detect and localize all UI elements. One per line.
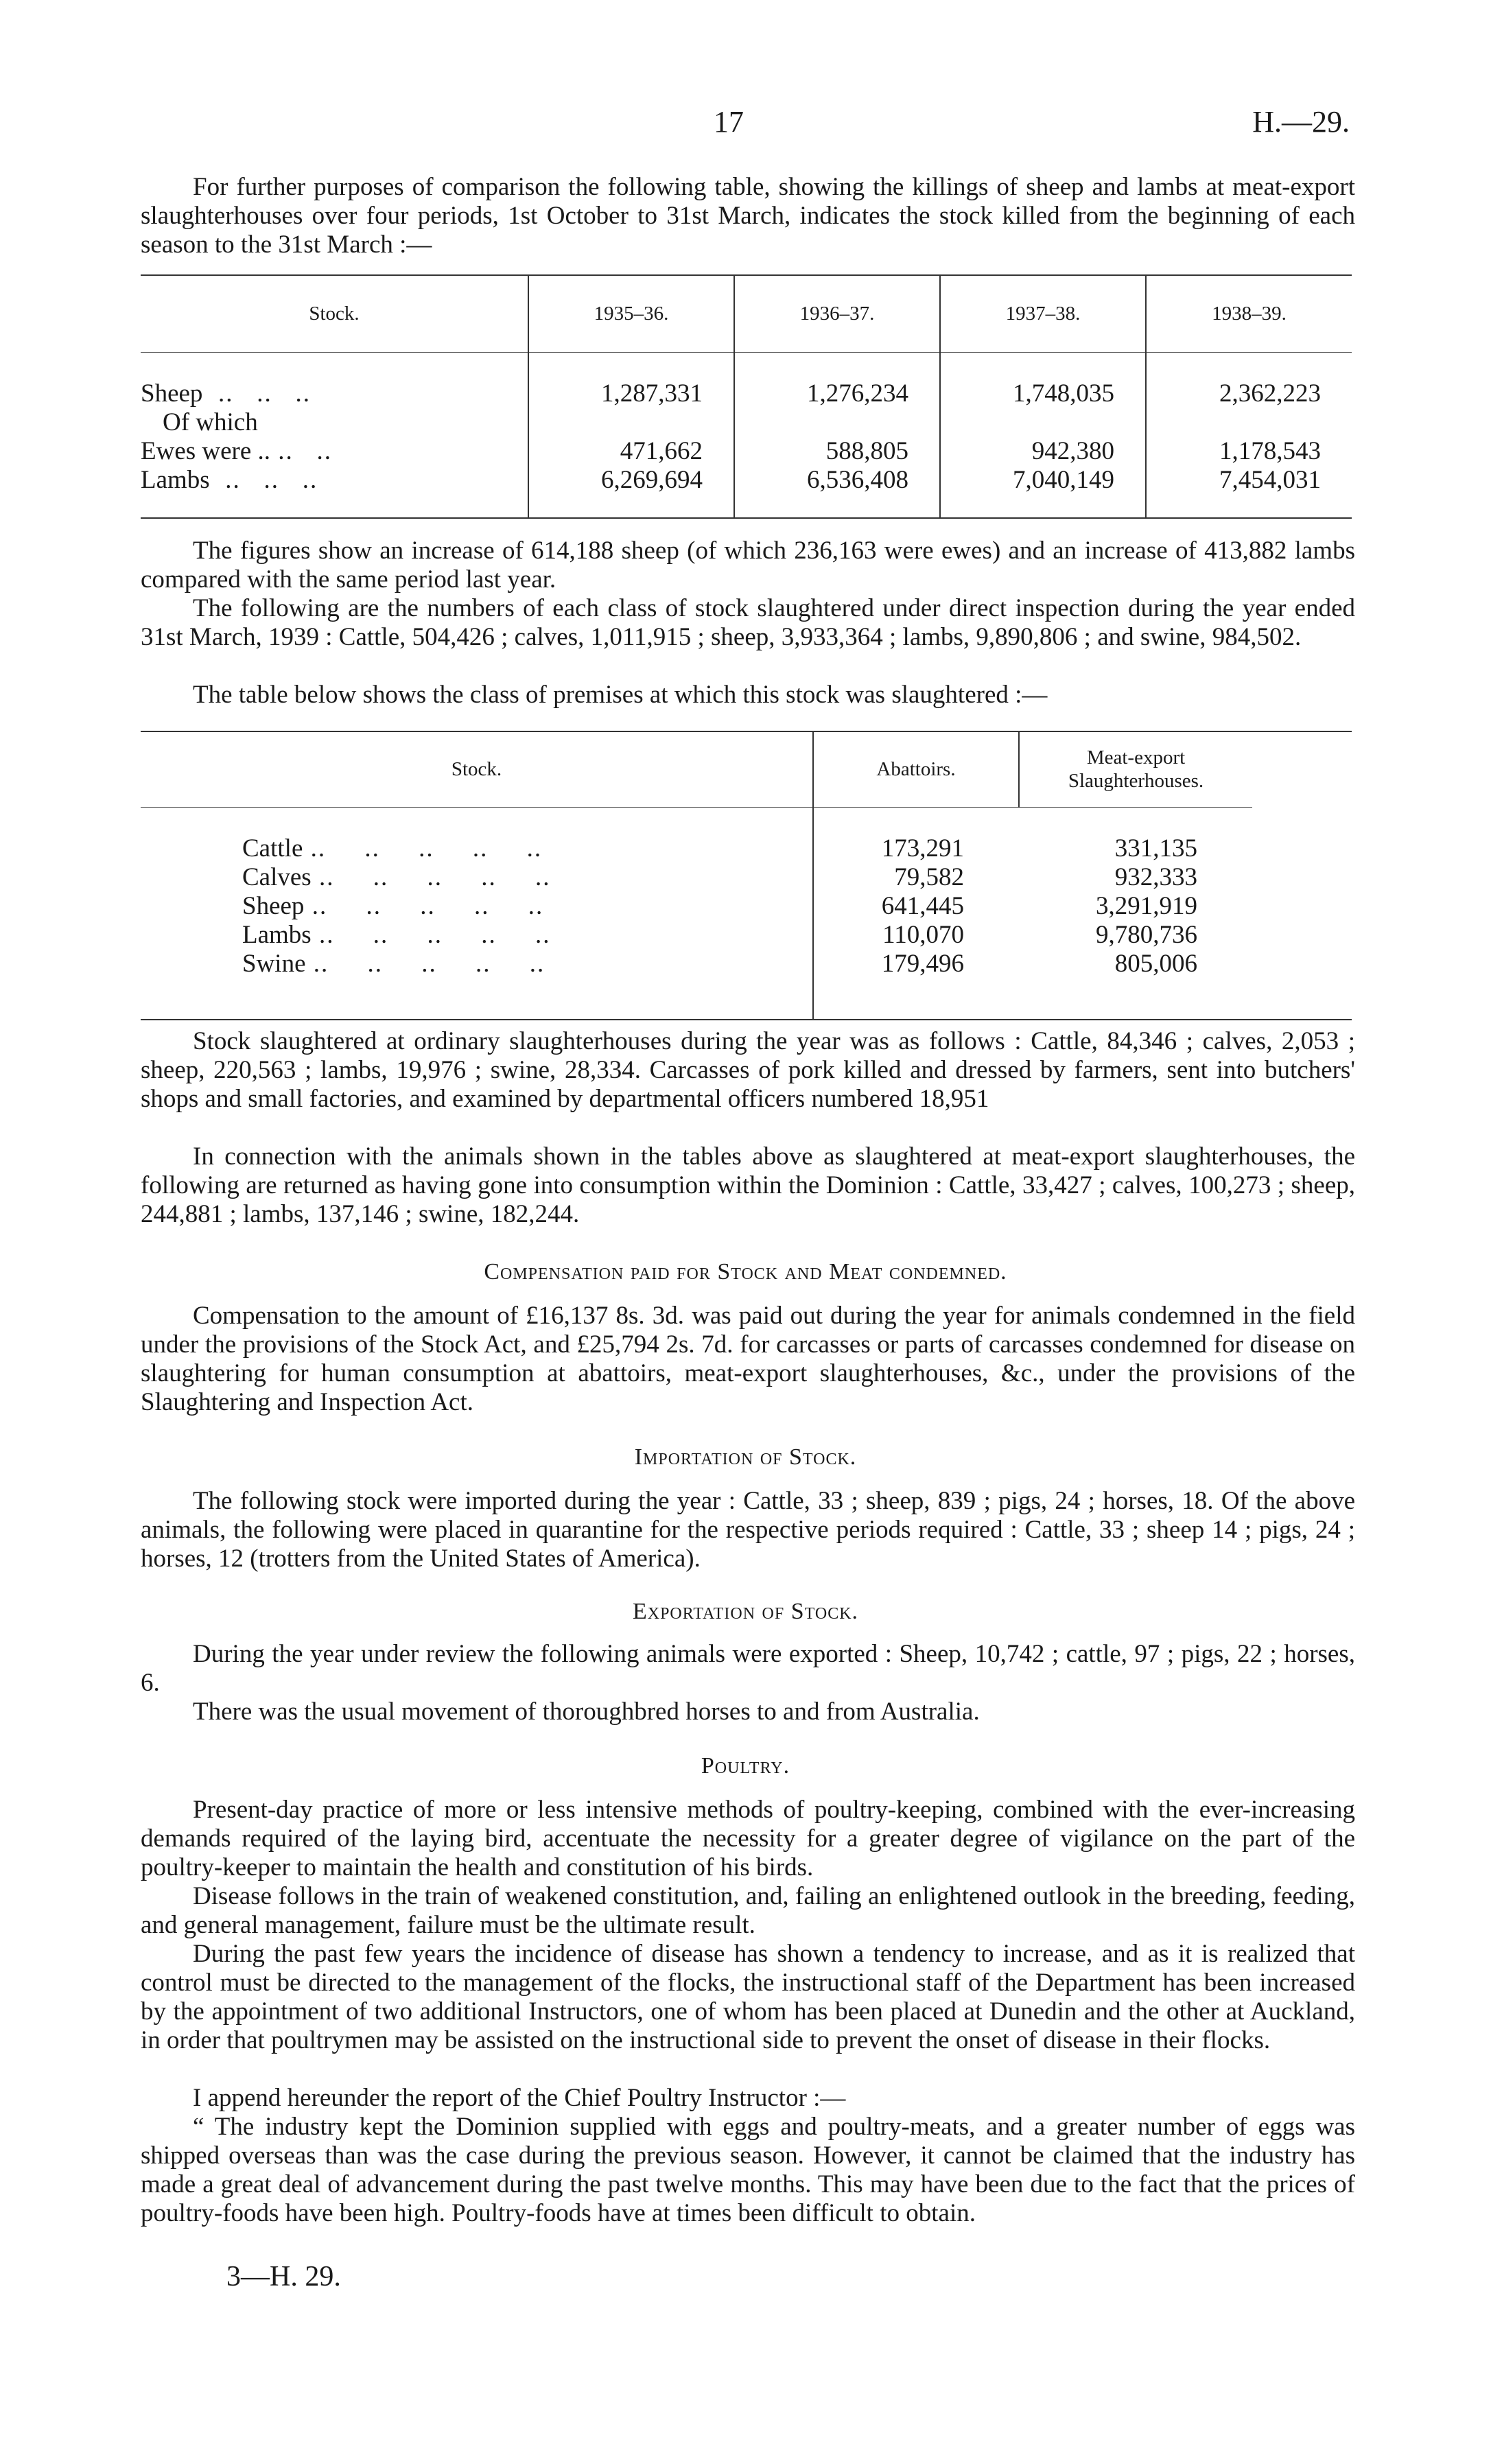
value-cell: 1,276,234 — [734, 379, 940, 408]
leader-dots: .. .. .. — [209, 466, 318, 494]
leader-dots: .. .. .. .. .. — [305, 950, 545, 978]
table-row — [141, 863, 1352, 892]
table-row — [141, 921, 1352, 950]
page-number: 17 — [714, 105, 744, 139]
value-cell: 805,006 — [1114, 950, 1197, 978]
table1-header-stock: Stock. — [141, 275, 528, 352]
heading-exportation: Exportation of Stock. — [632, 1599, 859, 1624]
table-row — [141, 437, 1352, 466]
leader-dots: .. .. .. .. .. — [303, 834, 543, 863]
table2-header-abattoirs: Abattoirs. — [813, 731, 1019, 807]
table1-header-1936: 1936–37. — [734, 275, 940, 352]
value-cell: 173,291 — [813, 834, 1019, 863]
value-cell: 1,748,035 — [940, 379, 1146, 408]
poultry-paragraph-4: I append hereunder the report of the Chief Poultry Instructor :— — [193, 2084, 846, 2112]
value-cell: 7,040,149 — [940, 466, 1146, 495]
value-cell: 7,454,031 — [1146, 466, 1352, 495]
document-reference: H.—29. — [1252, 105, 1350, 139]
leader-dots: .. .. .. .. .. — [311, 863, 551, 891]
heading-poultry: Poultry. — [701, 1753, 790, 1779]
value-cell: 331,135 — [1114, 834, 1197, 863]
row-label: Lambs — [242, 921, 312, 949]
table1-header-row — [141, 275, 1352, 352]
value-cell: 932,333 — [1114, 863, 1197, 891]
table-row — [141, 408, 1352, 437]
compensation-paragraph: Compensation to the amount of £16,137 8s. 3d. was paid out during the year for animals condemned in the field under the provisions of the Stock Act, and £25,794 2s. 7d. for carcasses or parts of carcasses condemned for disease on slaughtering for human consumption at abattoirs, meat-export slaughterhouses, &c., under the provisions of the Slaughtering and Inspection Act. — [141, 1302, 1355, 1416]
increase-paragraph: The figures show an increase of 614,188 sheep (of which 236,163 were ewes) and an increase of 413,882 lambs compared with the same period last year. — [141, 537, 1355, 594]
value-cell: 79,582 — [813, 863, 1019, 892]
premises-slaughter-table — [141, 731, 1352, 1020]
value-cell: 3,291,919 — [1096, 892, 1197, 920]
value-cell: 179,496 — [813, 950, 1019, 978]
table1-header-1937: 1937–38. — [940, 275, 1146, 352]
value-cell: 1,287,331 — [528, 379, 734, 408]
heading-compensation: Compensation paid for Stock and Meat condemned. — [484, 1259, 1007, 1284]
value-cell: 471,662 — [528, 437, 734, 466]
value-cell: 6,536,408 — [734, 466, 940, 495]
numbers-paragraph: The following are the numbers of each class of stock slaughtered under direct inspection during the year ended 31st March, 1939 : Cattle, 504,426 ; calves, 1,011,915 ; sheep, 3,933,364 ; lambs, 9,890,806 ; and swine, 984,502. — [141, 594, 1355, 651]
table2-header-meat-export: Meat-export Slaughterhouses. — [1019, 731, 1252, 807]
leader-dots: .. .. .. .. .. — [304, 892, 544, 920]
value-cell: 6,269,694 — [528, 466, 734, 495]
row-label: Ewes were .. — [141, 437, 271, 465]
poultry-paragraph-1: Present-day practice of more or less intensive methods of poultry-keeping, combined with the ever-increasing demands required of the laying bird, accentuate the necessity for a greater degree of vigilance on the part of the poultry-keeper to maintain the health and constitution of his birds. — [141, 1796, 1355, 1881]
row-label: Lambs — [141, 466, 210, 494]
value-cell: 641,445 — [813, 892, 1019, 921]
row-label: Swine — [242, 950, 306, 978]
heading-importation: Importation of Stock. — [634, 1444, 857, 1470]
importation-paragraph: The following stock were imported during the year : Cattle, 33 ; sheep, 839 ; pigs, 24 ; horses, 18. Of the above animals, the following were placed in quarantine for the respective periods required : Cattle, 33 ; sheep 14 ; pigs, 24 ; horses, 12 (trotters from the United States of America). — [141, 1487, 1355, 1573]
row-label: Calves — [242, 863, 312, 891]
table-row — [141, 834, 1352, 863]
row-label: Sheep — [141, 379, 203, 408]
leader-dots: .. .. .. — [202, 379, 311, 408]
ordinary-slaughter-paragraph: Stock slaughtered at ordinary slaughterhouses during the year was as follows : Cattle, 84,346 ; calves, 2,053 ; sheep, 220,563 ; lambs, 19,976 ; swine, 28,334. Carcasses of pork killed and dressed by farmers, sent into butchers' shops and small factories, and examined by departmental officers numbered 18,951 — [141, 1027, 1355, 1113]
table-row — [141, 950, 1352, 978]
exportation-paragraph: During the year under review the following animals were exported : Sheep, 10,742 ; cattle, 97 ; pigs, 22 ; horses, 6. — [141, 1640, 1355, 1697]
table1-header-1938: 1938–39. — [1146, 275, 1352, 352]
poultry-paragraph-2: Disease follows in the train of weakened constitution, and, failing an enlightened outlook in the breeding, feeding, and general management, failure must be the ultimate result. — [141, 1882, 1355, 1939]
poultry-paragraph-3: During the past few years the incidence of disease has shown a tendency to increase, and as it is realized that control must be directed to the management of the flocks, the instructional staff of the Department has been increased by the appointment of two additional Instructors, one of whom has been placed at Dunedin and the other at Auckland, in order that poultrymen may be assisted on the instructional side to prevent the onset of disease in their flocks. — [141, 1940, 1355, 2054]
table2-header-row — [141, 731, 1352, 807]
thoroughbred-paragraph: There was the usual movement of thoroughbred horses to and from Australia. — [193, 1698, 980, 1726]
value-cell: 9,780,736 — [1096, 921, 1197, 949]
value-cell: 2,362,223 — [1146, 379, 1352, 408]
page-header — [0, 104, 1491, 145]
leader-dots: .. .. .. .. .. — [311, 921, 551, 949]
page-footer: 3—H. 29. — [226, 2261, 341, 2292]
value-cell: 942,380 — [940, 437, 1146, 466]
value-cell: 110,070 — [813, 921, 1019, 950]
sheep-lambs-killings-table — [141, 274, 1352, 519]
poultry-paragraph-5: “ The industry kept the Dominion supplied with eggs and poultry-meats, and a greater number of eggs was shipped overseas than was the case during the previous season. However, it cannot be claimed that the industry has made a great deal of advancement during the past twelve months. This may have been due to the fact that the prices of poultry-foods have been high. Poultry-foods have at times been difficult to obtain. — [141, 2113, 1355, 2227]
row-label: Of which — [163, 408, 258, 436]
table-row — [141, 466, 1352, 495]
table1-header-1935: 1935–36. — [528, 275, 734, 352]
table2-header-stock: Stock. — [141, 731, 813, 807]
table-row — [141, 892, 1352, 921]
consumption-paragraph: In connection with the animals shown in the tables above as slaughtered at meat-export slaughterhouses, the following are returned as having gone into consumption within the Dominion : Cattle, 33,427 ; calves, 100,273 ; sheep, 244,881 ; lambs, 137,146 ; swine, 182,244. — [141, 1142, 1355, 1228]
row-label: Cattle — [242, 834, 303, 863]
leader-dots: .. .. — [270, 437, 333, 465]
value-cell: 1,178,543 — [1146, 437, 1352, 466]
intro-paragraph: For further purposes of comparison the following table, showing the killings of sheep and lambs at meat-export slaughterhouses over four periods, 1st October to 31st March, indicates the stock killed from the beginning of each season to the 31st March :— — [141, 173, 1355, 259]
table-intro-paragraph: The table below shows the class of premises at which this stock was slaughtered :— — [193, 681, 1048, 709]
value-cell: 588,805 — [734, 437, 940, 466]
table-row — [141, 379, 1352, 408]
row-label: Sheep — [242, 892, 305, 920]
